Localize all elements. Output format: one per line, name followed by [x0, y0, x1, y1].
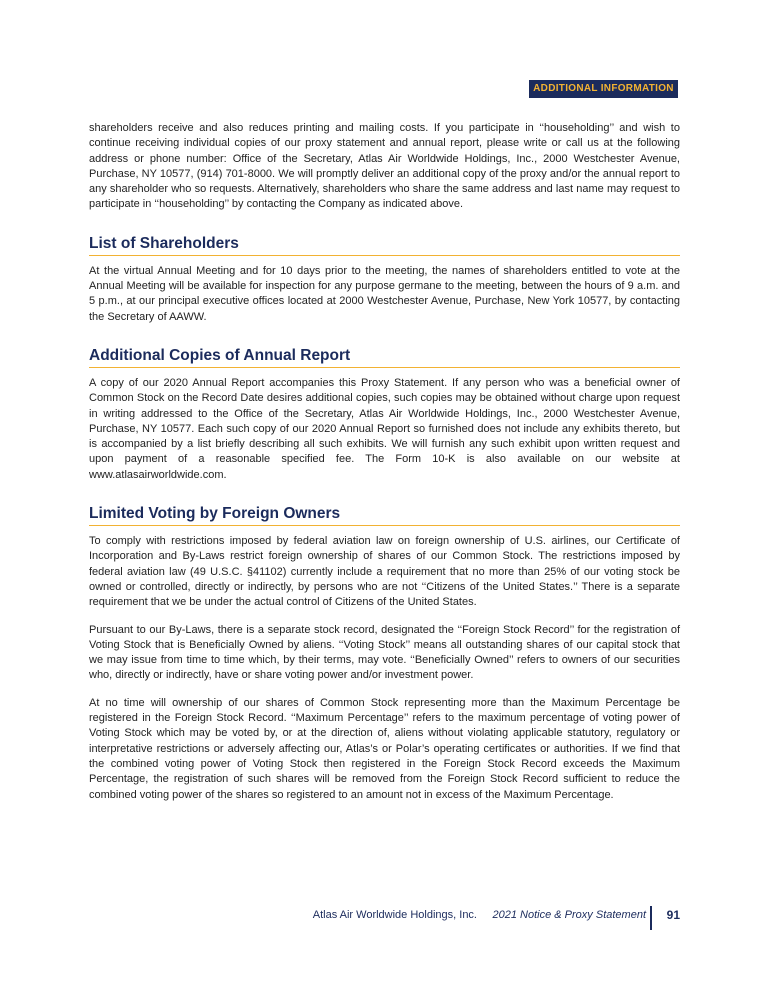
footer-document-title: 2021 Notice & Proxy Statement — [492, 909, 646, 921]
page-footer — [0, 906, 680, 934]
paragraph-limited-voting-2: Pursuant to our By-Laws, there is a separate stock record, designated the ‘‘Foreign Stock Record’’ for the registration of Voting Stock that is Beneficially Owned by aliens. ‘‘Voting Stock’’ means all outstanding shares of our capital stock that we may issue from time to time which, by their terms, may vote. ‘‘Beneficially Owned’’ refers to owners of our securities who, directly or indirectly, have or share voting power and/or investment power. — [89, 623, 680, 682]
section-tag: ADDITIONAL INFORMATION — [529, 80, 678, 98]
paragraph-additional-copies: A copy of our 2020 Annual Report accompanies this Proxy Statement. If any person who was a beneficial owner of Common Stock on the Record Date desires additional copies, such copies may be obtained without charge upon request in writing addressed to the Office of the Secretary, Atlas Air Worldwide Holdings, Inc., 2000 Westchester Avenue, Purchase, NY 10577. Each such copy of our 2020 Annual Report so furnished does not include any exhibits thereto, but is accompanied by a list briefly describing all such exhibits. We will furnish any such exhibit upon written request and upon payment of a reasonable specified fee. The Form 10-K is also available on our website at www.atlasairworldwide.com. — [89, 376, 680, 481]
footer-divider — [650, 906, 652, 930]
page-content — [89, 121, 680, 803]
paragraph-limited-voting-3: At no time will ownership of our shares of Common Stock representing more than the Maximum Percentage be registered in the Foreign Stock Record. ‘‘Maximum Percentage’’ refers to the maximum percentage of voting power of Voting Stock which may be voted by, or at the direction of, aliens without violating applicable statutory, regulatory or interpretative restrictions or adversely affecting our, Atlas’s or Polar’s operating certificates or authorities. If we find that the combined voting power of Voting Stock then registered in the Foreign Stock Record exceeds the Maximum Percentage, the registration of such shares will be removed from the Foreign Stock Record sufficient to reduce the combined voting power of the shares so registered to an amount not in excess of the Maximum Percentage. — [89, 696, 680, 801]
page-number: 91 — [666, 908, 680, 922]
heading-additional-copies: Additional Copies of Annual Report — [89, 347, 680, 368]
intro-paragraph: shareholders receive and also reduces printing and mailing costs. If you participate in ‘‘householding’’ and wish to continue receiving individual copies of our proxy statement and annual report, please write or call us at the following address or phone number: Office of the Secretary, Atlas Air Worldwide Holdings, Inc., 2000 Westchester Avenue, Purchase, NY 10577, (914) 701-8000. We will promptly deliver an additional copy of the proxy and/or the annual report to any shareholder who so requests. Alternatively, shareholders who share the same address and last name may request to participate in ‘‘householding’’ by contacting the Company as indicated above. — [89, 122, 680, 211]
footer-company: Atlas Air Worldwide Holdings, Inc. — [312, 909, 477, 921]
paragraph-list-of-shareholders: At the virtual Annual Meeting and for 10 days prior to the meeting, the names of shareholders entitled to vote at the Annual Meeting will be available for inspection for any purpose germane to the meeting, between the hours of 9 a.m. and 5 p.m., at our principal executive offices located at 2000 Westchester Avenue, Purchase, New York 10577, by contacting the Secretary of AAWW. — [89, 264, 680, 323]
paragraph-limited-voting-1: To comply with restrictions imposed by federal aviation law on foreign ownership of U.S. airlines, our Certificate of Incorporation and By-Laws restrict foreign ownership of shares of our Common Stock. The restrictions imposed by federal aviation law (49 U.S.C. §41102) currently include a requirement that no more than 25% of our voting stock be owned or controlled, directly or indirectly, by persons who are not ‘‘Citizens of the United States.’’ There is a separate requirement that we be under the actual control of Citizens of the United States. — [89, 535, 680, 609]
heading-list-of-shareholders: List of Shareholders — [89, 235, 680, 256]
heading-limited-voting: Limited Voting by Foreign Owners — [89, 505, 680, 526]
